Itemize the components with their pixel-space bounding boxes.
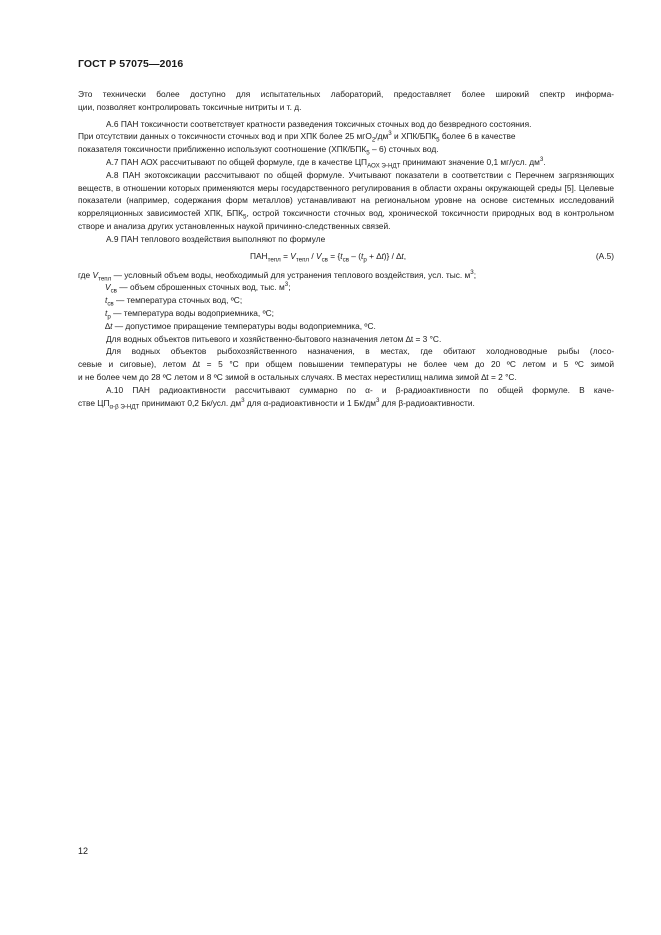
paragraph-a9: А.9 ПАН теплового воздействия выполняют по формуле	[106, 233, 326, 244]
definition-item: ∆t — допустимое приращение температуры воды водоприемника, ºС.	[105, 320, 376, 331]
text-line: Для водных объектов питьевого и хозяйственно-бытового назначения летом ∆t = 3 °С.	[106, 333, 442, 344]
paragraph-fishery	[78, 345, 614, 383]
definition-item: $t_{св}$ — температура сточных вод, ºС;	[105, 295, 243, 308]
text-line: показателя токсичности приближенно используют соотношение $(ХПК/БПК_5 - 6)$ сточных вод.	[78, 144, 439, 157]
formula-number: (А.5)	[595, 250, 614, 261]
formula-expression: $ПАН_{тепл} = V_{тепл} / V_{св} = \{t_{св} - (t_р + \Delta t)\} / \Delta t$,	[250, 250, 407, 264]
paragraph-drinking-water	[78, 333, 614, 346]
text-line: и не более чем до 28 ºС летом и 8 ºС зимой в остальных случаях. В местах нерестилищ налима зимой ∆t = 2 °С.	[78, 371, 517, 382]
formula-a5	[78, 250, 614, 267]
text-line: А.10 ПАН радиоактивности рассчитывают суммарно по α- и β-радиоактивности по общей формуле. В каче-	[106, 384, 614, 395]
document-body	[78, 88, 614, 409]
paragraph-a10	[78, 384, 614, 410]
definition-item: $t_р$ — температура воды водоприемника, ºС;	[105, 307, 274, 321]
text-line: Для водных объектов рыбохозяйственного назначения, в местах, где обитают холодноводные рыбы (лосо-	[106, 346, 614, 357]
text-line: севые и сиговые), летом ∆t = 5 °С при общем повышении температуры не более чем до 20 ºС летом и 5 ºС зимой	[78, 359, 614, 370]
definition-item: $V_{св}$ — объем сброшенных сточных вод, тыс. $м^3$;	[105, 281, 291, 296]
document-header: ГОСТ Р 57075—2016	[78, 58, 184, 70]
paragraph-continuation	[78, 88, 614, 114]
text-line: При отсутствии данных о токсичности сточных вод и при ХПК более 25 $мгO_2/дм^3$ и ХПК/$БПК_5$ более 6 в качестве	[78, 130, 516, 145]
text-line: А.6 ПАН токсичности соответствует кратности разведения токсичных сточных вод до безвредного состояния.	[106, 118, 532, 129]
text-line: Это технически более доступно для испытательных лабораторий, предоставляет более широкий спектр информа-	[78, 89, 614, 99]
text-line: ции, позволяет контролировать токсичные нитриты и т. д.	[78, 101, 302, 112]
paragraph-a8: А.8 ПАН экотоксикации рассчитывают по общей формуле. Учитывают показатели в соответствии с Перечнем загрязняющих веществ, в отношении которых применяются меры государственного регулирования в области охраны окружающей среды [5]. Целевые показатели (например, содержания форм металлов) устанавливают на региональном уровне на основе системных исследований корреляционных зависимостей ХПК, $БПК_5$, острой токсичности сточных вод, хронической токсичности природных вод в контрольном створе и анализа других установленных наукой причинно-следственных связей.	[78, 169, 614, 231]
page-number: 12	[78, 846, 89, 856]
paragraph-a7	[78, 156, 614, 169]
text-line: А.7 ПАН АОХ рассчитывают по общей формуле, где в качестве $ЦП_{АОХ Э-НДТ}$ принимают значение 0,1 мг/усл. $дм^3$.	[106, 156, 546, 170]
text-line: стве $ЦП_{\alpha-\beta Э-НДТ}$ принимают 0,2 Бк/усл. $дм^3$ для α-радиоактивности и 1 $Бк/дм^3$ для β-радиоактивности.	[78, 396, 475, 411]
paragraph-a6	[78, 118, 614, 156]
formula-definitions	[78, 269, 614, 333]
definition-item: где $V_{тепл}$ — условный объем воды, необходимый для устранения теплового воздействия, усл. тыс. $м^3$;	[78, 268, 477, 283]
